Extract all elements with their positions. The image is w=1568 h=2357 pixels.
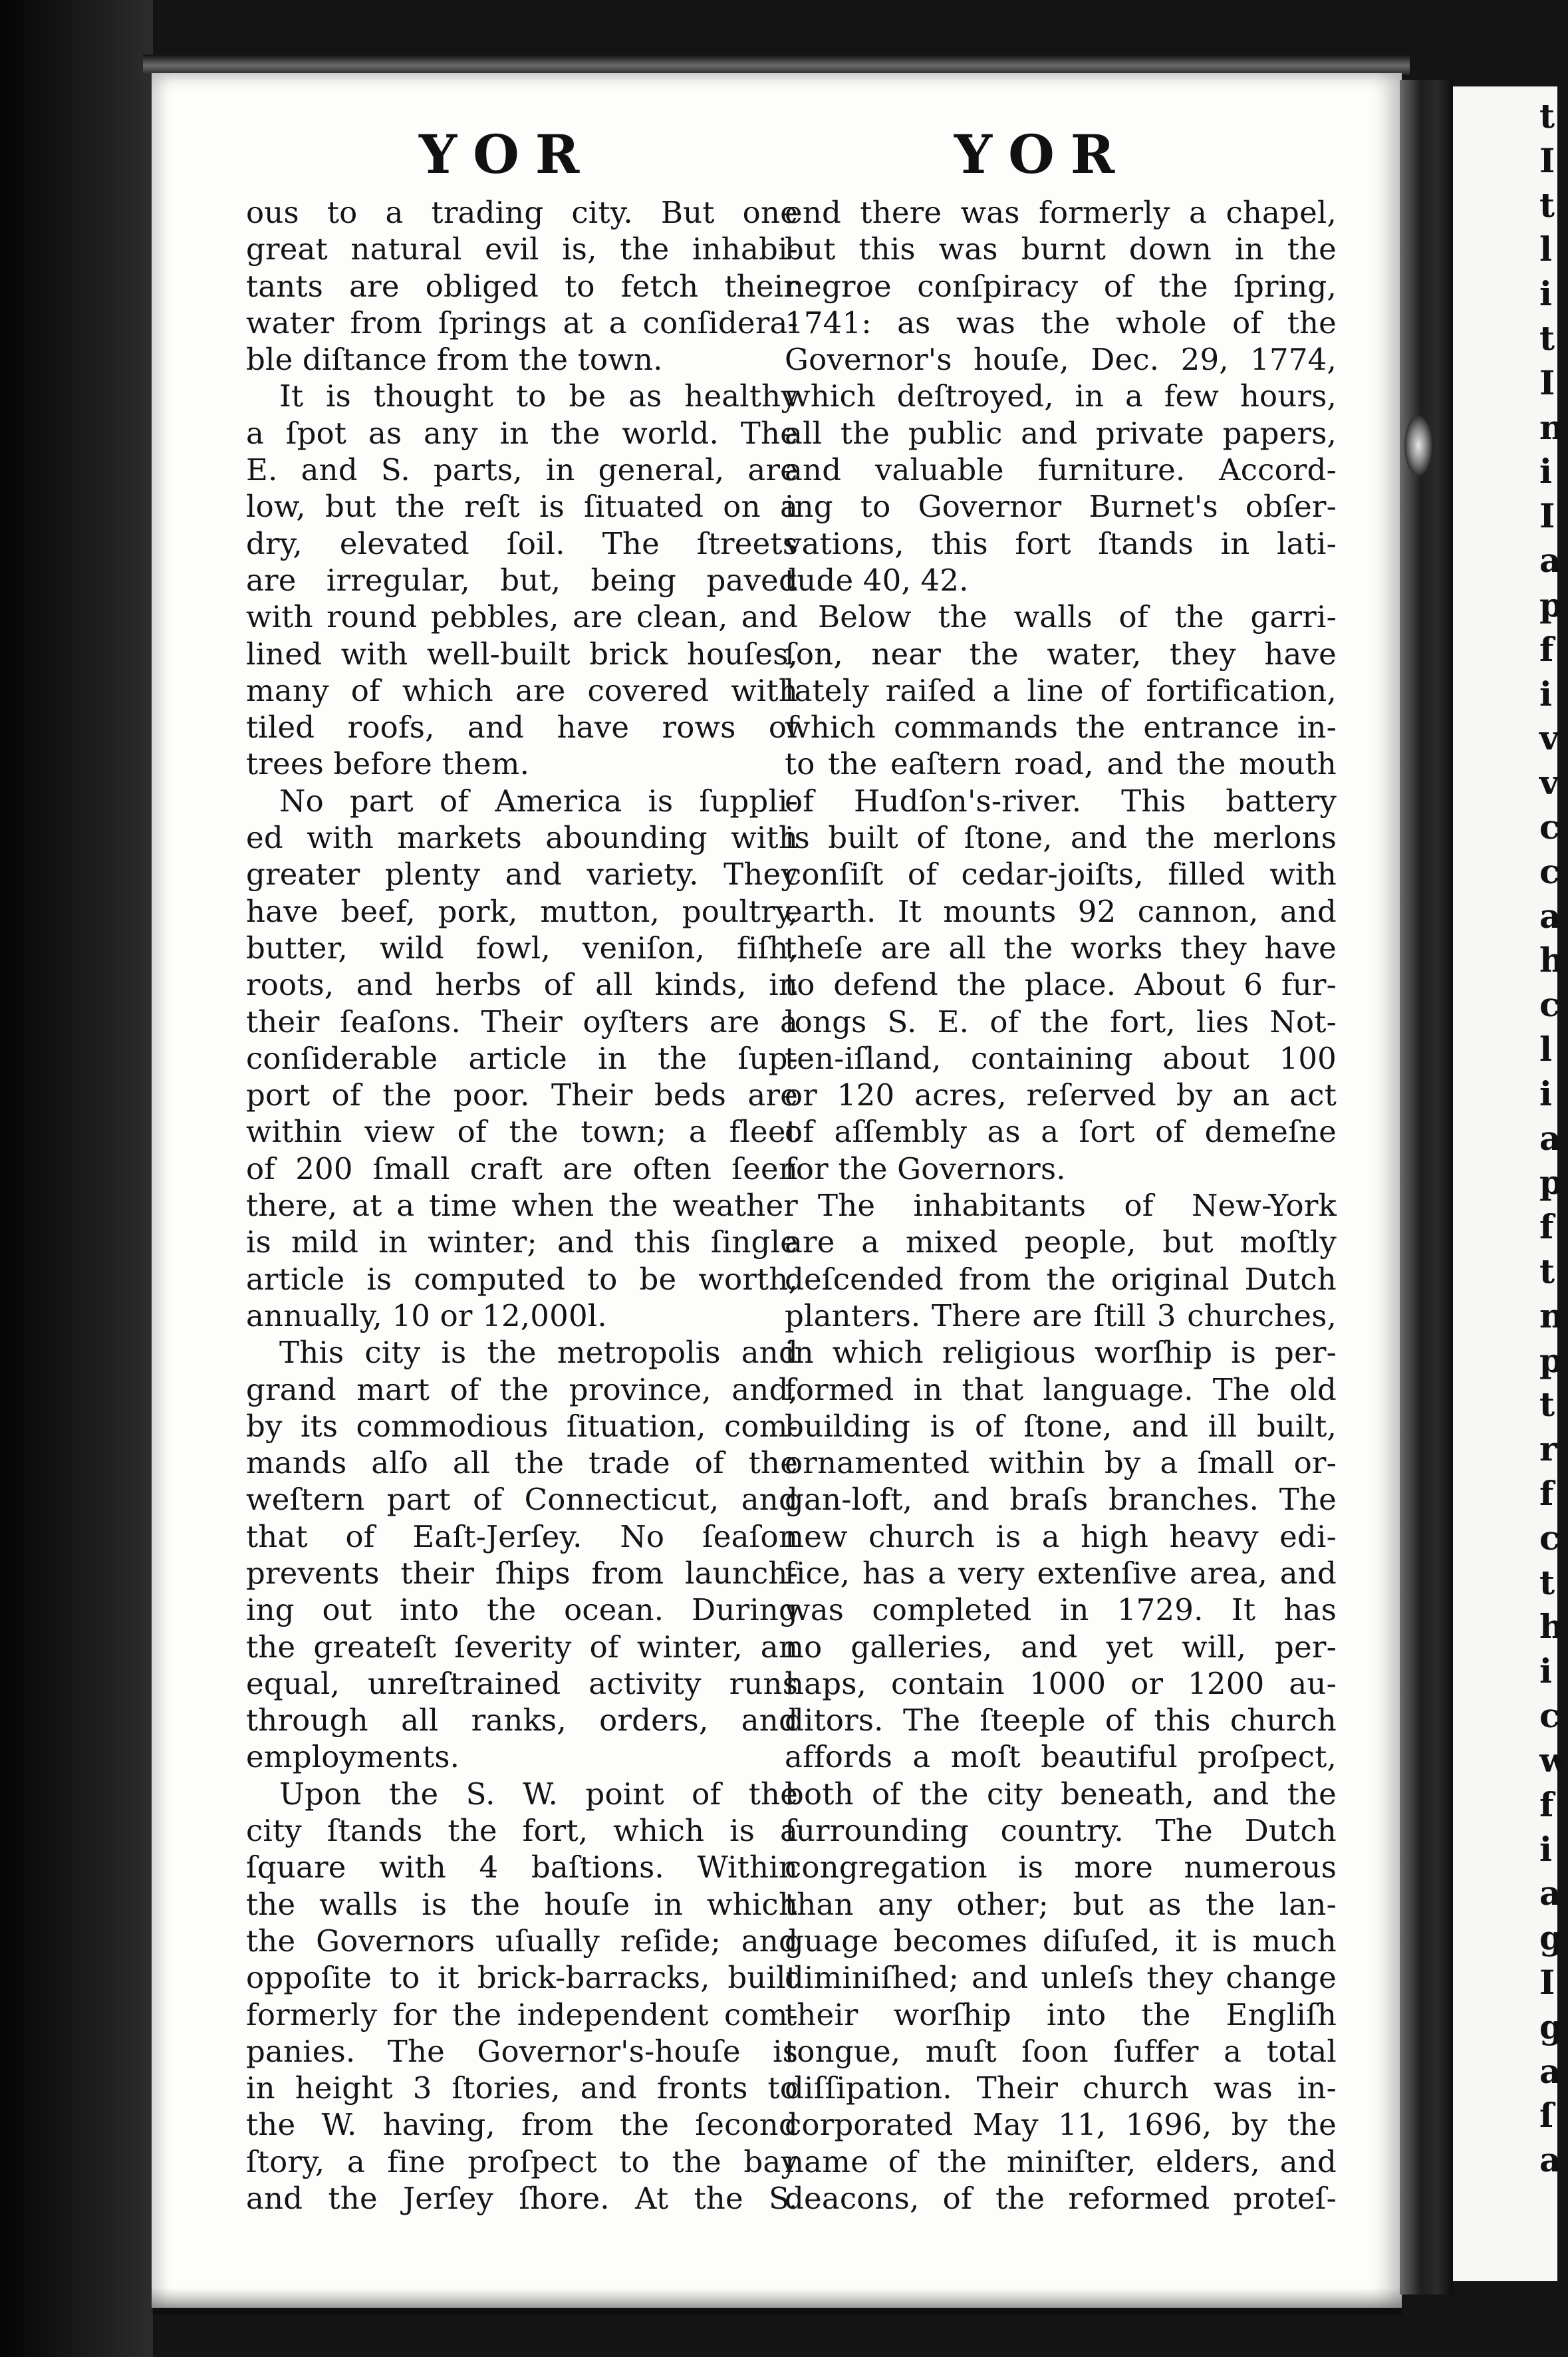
facing-page-letter: t bbox=[1539, 1385, 1555, 1425]
facing-page-letter: i bbox=[1539, 1651, 1552, 1691]
facing-page-letter: a bbox=[1539, 1873, 1561, 1913]
text-line: of aſſembly as a ſort of demeſne bbox=[785, 1114, 1337, 1150]
text-line: than any other; but as the lan- bbox=[785, 1886, 1337, 1922]
facing-page-letter: v bbox=[1539, 718, 1559, 758]
text-line: lately raiſed a line of fortification, bbox=[785, 672, 1337, 708]
text-line: ed with markets abounding with bbox=[246, 820, 798, 856]
facing-page-letter: l bbox=[1539, 1029, 1552, 1069]
text-line: panies. The Governor's-houſe is bbox=[246, 2033, 798, 2069]
text-line: corporated May 11, 1696, by the bbox=[785, 2107, 1337, 2143]
facing-page-letter: c bbox=[1539, 1518, 1560, 1558]
text-line: water from ſprings at a conſidera- bbox=[246, 305, 798, 341]
text-line: ble diſtance from the town. bbox=[246, 342, 663, 378]
facing-page-letter: c bbox=[1539, 851, 1560, 891]
text-line: deſcended from the original Dutch bbox=[785, 1261, 1337, 1297]
facing-page-letter: f bbox=[1539, 629, 1554, 669]
facing-page-letter: p bbox=[1539, 1163, 1563, 1202]
text-line: gan-loft, and braſs branches. The bbox=[785, 1482, 1337, 1518]
text-line: roots, and herbs of all kinds, in bbox=[246, 967, 798, 1003]
text-line: employments. bbox=[246, 1739, 460, 1775]
facing-page-letter: h bbox=[1539, 1607, 1564, 1647]
text-line: are a mixed people, but moſtly bbox=[785, 1224, 1337, 1260]
text-line: 1741: as was the whole of the bbox=[785, 305, 1337, 341]
text-line: weſtern part of Connecticut, and bbox=[246, 1482, 798, 1518]
text-line: ſon, near the water, they have bbox=[785, 636, 1337, 672]
facing-page-letter: h bbox=[1539, 940, 1564, 980]
text-line: port of the poor. Their beds are bbox=[246, 1077, 798, 1113]
text-line: formerly for the independent com- bbox=[246, 1997, 798, 2032]
text-line: is mild in winter; and this ſingle bbox=[246, 1224, 798, 1260]
text-line: their worſhip into the Engliſh bbox=[785, 1997, 1337, 2032]
text-line: longs S. E. of the fort, lies Not- bbox=[785, 1004, 1337, 1040]
text-line: ing to Governor Burnet's obſer- bbox=[785, 489, 1337, 525]
text-line: city ſtands the fort, which is a bbox=[246, 1813, 798, 1849]
text-line: and valuable furniture. Accord- bbox=[785, 452, 1337, 488]
text-line: both of the city beneath, and the bbox=[785, 1776, 1337, 1812]
facing-page-letter: a bbox=[1539, 541, 1561, 581]
page-top-edge bbox=[143, 55, 1410, 74]
text-line: tude 40, 42. bbox=[785, 562, 969, 598]
facing-page-letter: c bbox=[1539, 807, 1560, 847]
page-bottom-shadow bbox=[152, 2288, 1402, 2314]
text-line: to defend the place. About 6 fur- bbox=[785, 967, 1337, 1003]
facing-page-letter: a bbox=[1539, 1118, 1561, 1158]
text-line: the greateſt ſeverity of winter, an bbox=[246, 1629, 798, 1665]
facing-page-letter: a bbox=[1539, 896, 1561, 936]
text-line: new church is a high heavy edi- bbox=[785, 1518, 1337, 1554]
facing-page-letter: a bbox=[1539, 2140, 1561, 2180]
text-line: of Hudſon's-river. This battery bbox=[785, 783, 1337, 819]
facing-page-letter: n bbox=[1539, 1296, 1564, 1335]
text-line: with round pebbles, are clean, and bbox=[246, 599, 798, 635]
text-line: many of which are covered with bbox=[246, 672, 798, 708]
text-line: ornamented within by a ſmall or- bbox=[785, 1445, 1337, 1481]
text-line: is built of ſtone, and the merlons bbox=[785, 820, 1337, 856]
text-line: prevents their ſhips from launch- bbox=[246, 1555, 798, 1591]
text-line: and the Jerſey ſhore. At the S. bbox=[246, 2181, 798, 2217]
text-line: no galleries, and yet will, per- bbox=[785, 1629, 1337, 1665]
text-line: name of the miniſter, elders, and bbox=[785, 2144, 1337, 2179]
text-line: ing out into the ocean. During bbox=[246, 1592, 798, 1628]
text-line: within view of the town; a fleet bbox=[246, 1114, 798, 1150]
binding-hole bbox=[1404, 416, 1432, 476]
text-line: equal, unreſtrained activity runs bbox=[246, 1665, 798, 1701]
text-line: earth. It mounts 92 cannon, and bbox=[785, 893, 1337, 929]
facing-page-edge bbox=[1453, 86, 1568, 2281]
text-line: fice, has a very extenſive area, and bbox=[785, 1555, 1337, 1591]
text-line: This city is the metropolis and bbox=[279, 1335, 798, 1371]
text-line: guage becomes diſuſed, it is much bbox=[785, 1923, 1337, 1959]
facing-page-letter: f bbox=[1539, 1207, 1554, 1247]
facing-page-letter: l bbox=[1539, 229, 1552, 269]
text-line: ſquare with 4 baſtions. Within bbox=[246, 1850, 798, 1885]
text-line: theſe are all the works they have bbox=[785, 930, 1337, 966]
text-line: the Governors uſually reſide; and bbox=[246, 1923, 798, 1959]
text-line: their ſeaſons. Their oyſters are a bbox=[246, 1004, 798, 1040]
text-line: but this was burnt down in the bbox=[785, 231, 1337, 267]
text-line: ditors. The ſteeple of this church bbox=[785, 1703, 1337, 1738]
page-gutter bbox=[1400, 80, 1453, 2294]
text-line: all the public and private papers, bbox=[785, 415, 1337, 451]
text-line: deacons, of the reformed proteſ- bbox=[785, 2181, 1337, 2217]
text-line: that of Eaſt-Jerſey. No ſeaſon bbox=[246, 1518, 798, 1554]
facing-page-letter: t bbox=[1539, 1252, 1555, 1292]
text-line: affords a moſt beautiful proſpect, bbox=[785, 1739, 1337, 1775]
text-line: It is thought to be as healthy bbox=[279, 378, 798, 414]
text-line: conſiderable article in the ſup- bbox=[246, 1040, 798, 1076]
facing-page-letter: p bbox=[1539, 1340, 1563, 1380]
text-line: building is of ſtone, and ill built, bbox=[785, 1408, 1337, 1444]
text-line: or 120 acres, reſerved by an act bbox=[785, 1077, 1337, 1113]
text-line: dry, elevated ſoil. The ſtreets bbox=[246, 525, 798, 561]
text-line: The inhabitants of New-York bbox=[818, 1188, 1337, 1224]
text-line: diſſipation. Their church was in- bbox=[785, 2070, 1337, 2106]
text-line: end there was formerly a chapel, bbox=[785, 195, 1337, 230]
facing-page-letter: i bbox=[1539, 1829, 1552, 1869]
text-line: are irregular, but, being paved bbox=[246, 562, 798, 598]
facing-page-letter: f bbox=[1539, 1784, 1554, 1824]
facing-page-letter: f bbox=[1539, 1474, 1554, 1514]
facing-page-letter: r bbox=[1539, 1429, 1557, 1469]
facing-page-letter: i bbox=[1539, 452, 1552, 491]
text-line: grand mart of the province, and, bbox=[246, 1371, 798, 1407]
text-line: great natural evil is, the inhabi- bbox=[246, 231, 798, 267]
facing-page-letter: I bbox=[1539, 496, 1555, 536]
facing-page-letter: g bbox=[1539, 1918, 1563, 1958]
facing-page-letter: v bbox=[1539, 763, 1559, 803]
running-head-right: YOR bbox=[954, 123, 1131, 186]
text-line: formed in that language. The old bbox=[785, 1371, 1337, 1407]
facing-page-letter: ſ bbox=[1539, 2096, 1554, 2136]
facing-page-letter: c bbox=[1539, 1696, 1560, 1736]
facing-page-letter: t bbox=[1539, 1562, 1555, 1602]
text-line: E. and S. parts, in general, are bbox=[246, 452, 798, 488]
text-line: Below the walls of the garri- bbox=[818, 599, 1337, 635]
text-line: negroe conſpiracy of the ſpring, bbox=[785, 268, 1337, 304]
text-line: in which religious worſhip is per- bbox=[785, 1335, 1337, 1371]
text-line: lined with well-built brick houſes, bbox=[246, 636, 798, 672]
text-line: through all ranks, orders, and bbox=[246, 1703, 798, 1738]
text-line: Governor's houſe, Dec. 29, 1774, bbox=[785, 342, 1337, 378]
text-line: article is computed to be worth, bbox=[246, 1261, 798, 1297]
text-line: tiled roofs, and have rows of bbox=[246, 710, 798, 746]
text-line: Upon the S. W. point of the bbox=[279, 1776, 798, 1812]
facing-page-letter: i bbox=[1539, 274, 1552, 314]
text-line: tants are obliged to fetch their bbox=[246, 268, 798, 304]
text-line: trees before them. bbox=[246, 746, 530, 782]
text-line: tongue, muſt ſoon ſuffer a total bbox=[785, 2033, 1337, 2069]
text-line: greater plenty and variety. They bbox=[246, 857, 798, 893]
text-line: which deſtroyed, in a few hours, bbox=[785, 378, 1337, 414]
text-line: was completed in 1729. It has bbox=[785, 1592, 1337, 1628]
facing-page-letter: p bbox=[1539, 585, 1563, 624]
facing-page-letter: w bbox=[1539, 1740, 1568, 1780]
right-text-column bbox=[785, 194, 1337, 2217]
facing-page-letter: g bbox=[1539, 2007, 1563, 2046]
text-line: the W. having, from the ſecond bbox=[246, 2107, 798, 2143]
running-head-left: YOR bbox=[419, 123, 596, 186]
facing-page-letter: i bbox=[1539, 674, 1552, 714]
text-line: in height 3 ſtories, and fronts to bbox=[246, 2070, 798, 2106]
text-line: to the eaſtern road, and the mouth bbox=[785, 746, 1337, 782]
facing-page-letter: t bbox=[1539, 96, 1555, 136]
facing-page-letter: I bbox=[1539, 140, 1555, 180]
facing-page-letter: a bbox=[1539, 2051, 1561, 2091]
facing-page-letter: I bbox=[1539, 362, 1555, 402]
facing-page-letter: c bbox=[1539, 985, 1560, 1025]
text-line: have beef, pork, mutton, poultry, bbox=[246, 893, 798, 929]
text-line: there, at a time when the weather bbox=[246, 1188, 798, 1224]
facing-page-letter: t bbox=[1539, 185, 1555, 225]
text-line: ten-iſland, containing about 100 bbox=[785, 1040, 1337, 1076]
text-line: a ſpot as any in the world. The bbox=[246, 415, 798, 451]
text-line: ous to a trading city. But one bbox=[246, 195, 798, 230]
facing-page-letter: I bbox=[1539, 1962, 1555, 2002]
book-spine-shadow bbox=[0, 0, 153, 2357]
text-line: annually, 10 or 12,000l. bbox=[246, 1298, 607, 1333]
facing-page-letter: t bbox=[1539, 319, 1555, 358]
text-line: conſiſt of cedar-joiſts, filled with bbox=[785, 857, 1337, 893]
text-line: of 200 ſmall craft are often ſeen bbox=[246, 1151, 798, 1186]
text-line: vations, this fort ſtands in lati- bbox=[785, 525, 1337, 561]
text-line: congregation is more numerous bbox=[785, 1850, 1337, 1885]
text-line: butter, wild fowl, veniſon, fiſh, bbox=[246, 930, 798, 966]
text-line: low, but the reſt is ſituated on a bbox=[246, 489, 798, 525]
text-line: the walls is the houſe in which bbox=[246, 1886, 798, 1922]
text-line: No part of America is ſuppli- bbox=[279, 783, 798, 819]
left-text-column bbox=[246, 194, 798, 2217]
text-line: by its commodious ſituation, com- bbox=[246, 1408, 798, 1444]
facing-page-letter: n bbox=[1539, 407, 1564, 447]
text-line: oppoſite to it brick-barracks, built bbox=[246, 1960, 798, 1996]
text-line: haps, contain 1000 or 1200 au- bbox=[785, 1665, 1337, 1701]
text-line: diminiſhed; and unleſs they change bbox=[785, 1960, 1337, 1996]
text-line: ſurrounding country. The Dutch bbox=[785, 1813, 1337, 1849]
text-line: planters. There are ſtill 3 churches, bbox=[785, 1298, 1337, 1333]
text-line: ſtory, a fine proſpect to the bay bbox=[246, 2144, 798, 2179]
text-line: mands alſo all the trade of the bbox=[246, 1445, 798, 1481]
facing-page-letter: i bbox=[1539, 1073, 1552, 1113]
text-line: which commands the entrance in- bbox=[785, 710, 1337, 746]
text-line: for the Governors. bbox=[785, 1151, 1066, 1186]
